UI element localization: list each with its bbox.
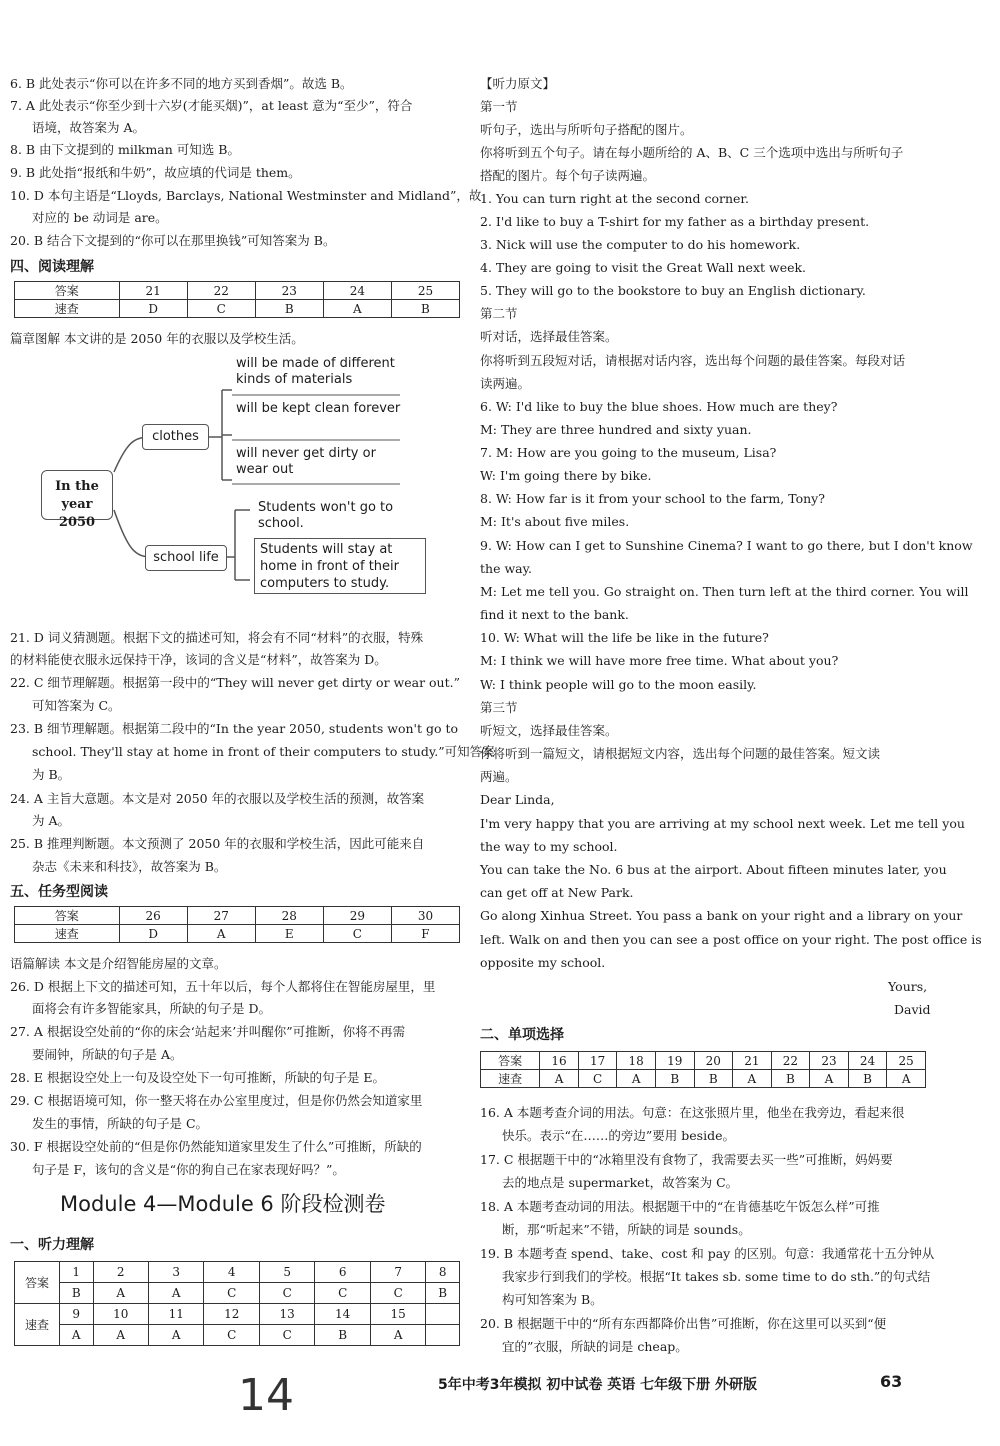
table-cell: 1 — [60, 1262, 94, 1283]
text-line: 你将听到一篇短文，请根据短文内容，选出每个问题的最佳答案。短文读 — [480, 746, 881, 761]
table-cell: 22 — [187, 282, 255, 300]
table-cell: 20 — [694, 1052, 733, 1070]
text-line: 要闹钟，所缺的句子是 A。 — [32, 1047, 183, 1062]
mindmap-clothes: clothes — [142, 424, 209, 450]
table-cell: A — [733, 1070, 772, 1088]
text-line: 10. D 本句主语是“Lloyds, Barclays, National Westminster and Midland”，故 — [10, 188, 482, 203]
text-line: 搭配的图片。每个句子读两遍。 — [480, 168, 656, 183]
table-cell: 24 — [323, 282, 391, 300]
table-cell: B — [655, 1070, 694, 1088]
text-line: 23. B 细节理解题。根据第二段中的“In the year 2050, students won't go to — [10, 721, 459, 736]
text-line: 30. F 根据设空处前的“但是你仍然能知道家里发生了什么”可推断，所缺的 — [10, 1139, 422, 1154]
answer-table-task — [14, 906, 460, 943]
table-cell: A — [617, 1070, 656, 1088]
table-cell: A — [187, 925, 255, 943]
table-cell: A — [810, 1070, 849, 1088]
table-cell: 答案 — [15, 1262, 60, 1304]
text-line: 7. M: How are you going to the museum, Lisa? — [480, 445, 777, 460]
text-line: 5. They will go to the bookstore to buy an English dictionary. — [480, 283, 866, 298]
text-line: 听短文，选择最佳答案。 — [480, 723, 618, 738]
table-cell: C — [323, 925, 391, 943]
module-title: Module 4—Module 6 阶段检测卷 — [60, 1192, 386, 1216]
text-line: Dear Linda, — [480, 792, 555, 807]
text-line: 20. B 根据题干中的“所有东西都降价出售”可推断，你在这里可以买到“便 — [480, 1316, 887, 1331]
text-line: Go along Xinhua Street. You pass a bank on your right and a library on your — [480, 908, 963, 923]
answer-table-choice — [480, 1051, 926, 1088]
mindmap-item: will never get dirty or wear out — [236, 446, 376, 477]
table-cell: A — [93, 1325, 148, 1346]
table-cell: 速查 — [481, 1070, 540, 1088]
text-line: 18. A 本题考查动词的用法。根据题干中的“在肯德基吃午饭怎么样”可推 — [480, 1199, 880, 1214]
text-line: 语境，故答案为 A。 — [32, 120, 146, 135]
table-cell: 6 — [315, 1262, 370, 1283]
text-line: I'm very happy that you are arriving at my school next week. Let me tell you — [480, 816, 965, 831]
text-line: 26. D 根据上下文的描述可知，五十年以后，每个人都将住在智能房屋里，里 — [10, 979, 436, 994]
text-line: 7. A 此处表示“你至少到十六岁(才能买烟)”，at least 意为“至少”，符合 — [10, 98, 413, 113]
table-cell: C — [370, 1283, 425, 1304]
handwritten-page-number: 14 — [238, 1370, 294, 1421]
text-line: 面将会有许多智能家具，所缺的句子是 D。 — [32, 1001, 271, 1016]
table-cell: 15 — [370, 1304, 425, 1325]
text-line: 29. C 根据语境可知，你一整天将在办公室里度过，但是你仍然会知道家里 — [10, 1093, 423, 1108]
table-cell: B — [391, 300, 459, 318]
table-cell: C — [204, 1283, 259, 1304]
text-line: You can take the No. 6 bus at the airport. About fifteen minutes later, you — [480, 862, 947, 877]
mindmap-school-life: school life — [145, 545, 227, 571]
table-cell: 2 — [93, 1262, 148, 1283]
text-line: 8. W: How far is it from your school to the farm, Tony? — [480, 491, 825, 506]
table-cell: 23 — [810, 1052, 849, 1070]
table-cell: A — [323, 300, 391, 318]
table-cell: B — [315, 1325, 370, 1346]
table-cell: 27 — [187, 907, 255, 925]
text-line: 2. I'd like to buy a T-shirt for my father as a birthday present. — [480, 214, 870, 229]
table-cell: 18 — [617, 1052, 656, 1070]
table-cell: 答案 — [15, 907, 120, 925]
table-cell: 26 — [119, 907, 187, 925]
table-cell: 13 — [259, 1304, 314, 1325]
text-line: 28. E 根据设空处上一句及设空处下一句可推断，所缺的句子是 E。 — [10, 1070, 386, 1085]
text-line: the way to my school. — [480, 839, 618, 854]
text-line: 第三节 — [480, 700, 518, 715]
answer-table-reading — [14, 281, 460, 318]
table-cell: 23 — [255, 282, 323, 300]
text-line: W: I think people will go to the moon easily. — [480, 677, 757, 692]
text-line: 句子是 F，该句的含义是“你的狗自己在家表现好吗？”。 — [32, 1162, 345, 1177]
table-cell: E — [255, 925, 323, 943]
section-title-listening: 一、听力理解 — [10, 1237, 94, 1253]
section-title-task: 五、任务型阅读 — [10, 884, 108, 900]
text-line: 两遍。 — [480, 769, 518, 784]
answer-table-listening — [14, 1261, 460, 1346]
text-line: 1. You can turn right at the second corner. — [480, 191, 749, 206]
text-line: can get off at New Park. — [480, 885, 634, 900]
table-cell: C — [578, 1070, 617, 1088]
text-line: 我家步行到我们的学校。根据“It takes sb. some time to do sth.”的句式结 — [502, 1269, 931, 1284]
text-line: 去的地点是 supermarket，故答案为 C。 — [502, 1175, 739, 1190]
table-cell: 22 — [771, 1052, 810, 1070]
table-cell: B — [60, 1283, 94, 1304]
table-cell: 21 — [119, 282, 187, 300]
mindmap-item: Students won't go to school. — [258, 500, 394, 531]
table-cell: 5 — [259, 1262, 314, 1283]
text-line: 6. W: I'd like to buy the blue shoes. How much are they? — [480, 399, 838, 414]
text-line: 【听力原文】 — [480, 76, 556, 91]
table-cell: A — [540, 1070, 579, 1088]
table-cell: 30 — [391, 907, 459, 925]
text-line: the way. — [480, 561, 532, 576]
page-number: 63 — [880, 1372, 903, 1391]
text-line: 22. C 细节理解题。根据第一段中的“They will never get dirty or wear out.” — [10, 675, 460, 690]
text-line: 3. Nick will use the computer to do his homework. — [480, 237, 801, 252]
mindmap-item-box: Students will stay at home in front of their computers to study. — [254, 538, 426, 594]
text-line: 断，那“听起来”不错，所缺的词是 sounds。 — [502, 1222, 751, 1237]
table-cell: 9 — [60, 1304, 94, 1325]
text-line: 第二节 — [480, 306, 518, 321]
table-cell: A — [60, 1325, 94, 1346]
table-cell: 28 — [255, 907, 323, 925]
table-cell: 24 — [848, 1052, 887, 1070]
text-line: 6. B 此处表示“你可以在许多不同的地方买到香烟”。故选 B。 — [10, 76, 353, 91]
text-line: M: They are three hundred and sixty yuan. — [480, 422, 752, 437]
table-cell: C — [259, 1325, 314, 1346]
mindmap-center: In the year 2050 — [41, 470, 113, 520]
text-line: 听对话，选择最佳答案。 — [480, 329, 618, 344]
text-line: 为 A。 — [32, 813, 71, 828]
text-line: 你将听到五段短对话，请根据对话内容，选出每个问题的最佳答案。每段对话 — [480, 353, 906, 368]
table-cell: C — [187, 300, 255, 318]
text-line: 听句子，选出与所听句子搭配的图片。 — [480, 122, 693, 137]
table-cell: D — [119, 925, 187, 943]
table-cell: B — [255, 300, 323, 318]
text-line: M: I think we will have more free time. What about you? — [480, 653, 839, 668]
passage-intro: 篇章图解 本文讲的是 2050 年的衣服以及学校生活。 — [10, 331, 304, 346]
text-line: 19. B 本题考查 spend、take、cost 和 pay 的区别。句意：我通常花十五分钟从 — [480, 1246, 935, 1261]
table-cell: A — [370, 1325, 425, 1346]
table-cell: D — [119, 300, 187, 318]
text-line: 发生的事情，所缺的句子是 C。 — [32, 1116, 209, 1131]
text-line: school. They'll stay at home in front of their computers to study.”可知答案 — [32, 744, 495, 759]
mindmap-item: will be made of different kinds of materials — [236, 356, 395, 387]
table-cell: 29 — [323, 907, 391, 925]
text-line: M: It's about five miles. — [480, 514, 630, 529]
text-line: 构可知答案为 B。 — [502, 1292, 603, 1307]
text-line: 你将听到五个句子。请在每小题所给的 A、B、C 三个选项中选出与所听句子 — [480, 145, 904, 160]
text-line: 17. C 根据题干中的“冰箱里没有食物了，我需要去买一些”可推断，妈妈要 — [480, 1152, 893, 1167]
table-cell: 速查 — [15, 925, 120, 943]
text-line: 8. B 由下文提到的 milkman 可知选 B。 — [10, 142, 240, 157]
table-cell: 7 — [370, 1262, 425, 1283]
text-line: 可知答案为 C。 — [32, 698, 121, 713]
footer-text: 5年中考3年模拟 初中试卷 英语 七年级下册 外研版 — [438, 1377, 757, 1393]
table-cell: C — [204, 1325, 259, 1346]
table-cell: B — [426, 1283, 460, 1304]
table-cell: 14 — [315, 1304, 370, 1325]
table-cell: A — [148, 1283, 203, 1304]
table-cell: 答案 — [481, 1052, 540, 1070]
table-cell: 3 — [148, 1262, 203, 1283]
text-line: 快乐。表示“在……的旁边”要用 beside。 — [502, 1128, 735, 1143]
table-cell: 速查 — [15, 300, 120, 318]
table-cell: 25 — [887, 1052, 926, 1070]
text-line: 9. W: How can I get to Sunshine Cinema? I want to go there, but I don't know — [480, 538, 973, 553]
table-cell: B — [694, 1070, 733, 1088]
text-line: 27. A 根据设空处前的“你的床会‘站起来’并叫醒你”可推断，你将不再需 — [10, 1024, 406, 1039]
table-cell: 速查 — [15, 1304, 60, 1346]
text-line: M: Let me tell you. Go straight on. Then turn left at the third corner. You will — [480, 584, 969, 599]
table-cell: B — [771, 1070, 810, 1088]
section-title-reading: 四、阅读理解 — [10, 259, 94, 275]
text-line: 对应的 be 动词是 are。 — [32, 210, 168, 225]
text-line: W: I'm going there by bike. — [480, 468, 652, 483]
table-cell: 4 — [204, 1262, 259, 1283]
table-cell: A — [93, 1283, 148, 1304]
table-cell: 19 — [655, 1052, 694, 1070]
text-line: 读两遍。 — [480, 376, 531, 391]
table-cell: 11 — [148, 1304, 203, 1325]
table-cell: F — [391, 925, 459, 943]
mindmap-item: will be kept clean forever — [236, 401, 401, 416]
text-line: 21. D 词义猜测题。根据下文的描述可知，将会有不同“材料”的衣服，特殊 — [10, 630, 424, 645]
table-cell: B — [848, 1070, 887, 1088]
text-line: 16. A 本题考查介词的用法。句意：在这张照片里，他坐在我旁边，看起来很 — [480, 1105, 905, 1120]
table-cell: 答案 — [15, 282, 120, 300]
table-cell: 12 — [204, 1304, 259, 1325]
sign-name: David — [894, 1002, 931, 1017]
table-cell: 17 — [578, 1052, 617, 1070]
text-line: 24. A 主旨大意题。本文是对 2050 年的衣服以及学校生活的预测，故答案 — [10, 791, 425, 806]
table-cell: 10 — [93, 1304, 148, 1325]
table-cell: 16 — [540, 1052, 579, 1070]
text-line: find it next to the bank. — [480, 607, 629, 622]
table-cell: 21 — [733, 1052, 772, 1070]
text-line: 第一节 — [480, 99, 518, 114]
text-line: opposite my school. — [480, 955, 606, 970]
table-cell: 25 — [391, 282, 459, 300]
text-line: 4. They are going to visit the Great Wall next week. — [480, 260, 807, 275]
table-cell: 8 — [426, 1262, 460, 1283]
table-cell — [426, 1325, 460, 1346]
text-line: 20. B 结合下文提到的“你可以在那里换钱”可知答案为 B。 — [10, 233, 336, 248]
table-cell: A — [148, 1325, 203, 1346]
text-line: 9. B 此处指“报纸和牛奶”，故应填的代词是 them。 — [10, 165, 301, 180]
text-line: 为 B。 — [32, 767, 71, 782]
text-line: 的材料能使衣服永远保持干净，该词的含义是“材料”，故答案为 D。 — [10, 652, 387, 667]
section-title-choice: 二、单项选择 — [480, 1027, 564, 1043]
table-cell: C — [315, 1283, 370, 1304]
table-cell: C — [259, 1283, 314, 1304]
text-line: left. Walk on and then you can see a post office on your right. The post office is — [480, 932, 982, 947]
table-cell — [426, 1304, 460, 1325]
text-line: 宜的”衣服，所缺的词是 cheap。 — [502, 1339, 688, 1354]
text-line: 10. W: What will the life be like in the future? — [480, 630, 769, 645]
sign-off: Yours, — [888, 979, 928, 994]
text-line: 杂志《未来和科技》，故答案为 B。 — [32, 859, 227, 874]
table-cell: A — [887, 1070, 926, 1088]
text-line: 语篇解读 本文是介绍智能房屋的文章。 — [10, 956, 227, 971]
text-line: 25. B 推理判断题。本文预测了 2050 年的衣服和学校生活，因此可能来自 — [10, 836, 425, 851]
